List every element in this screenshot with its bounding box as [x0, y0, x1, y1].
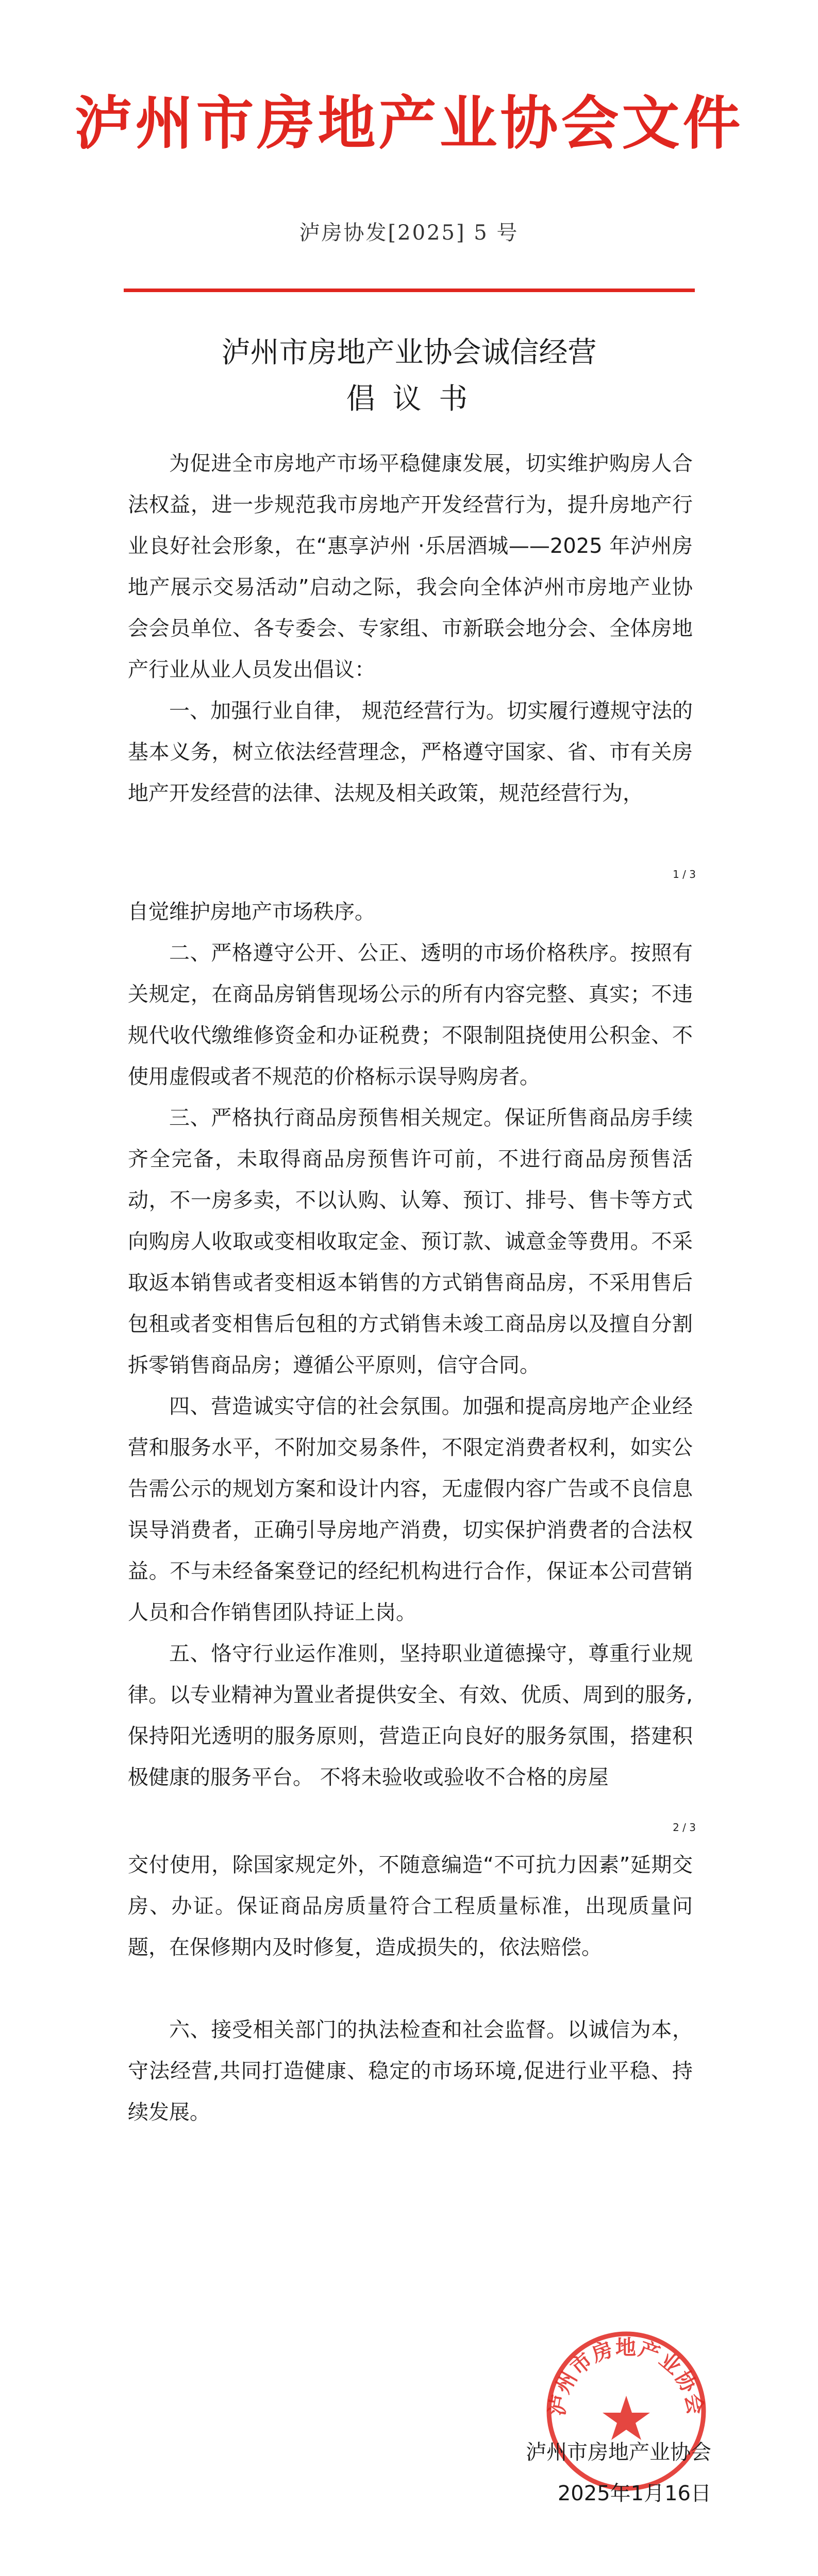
- paragraph-item-1-continued: 自觉维护房地产市场秩序。: [128, 900, 375, 924]
- proposal-title: 泸州市房地产业协会诚信经营: [221, 336, 597, 369]
- paragraph-item-1: 一、加强行业自律， 规范经营行为。切实履行遵规守法的基本义务，树立依法经营理念，严格遵守国家、省、市有关房地产开发经营的法律、法规及相关政策，规范经营行为，: [128, 699, 693, 805]
- red-divider-top: [124, 289, 695, 292]
- paragraph-item-6: 六、接受相关部门的执法检查和社会监督。以诚信为本，守法经营,共同打造健康、稳定的市场环境,促进行业平稳、持续发展。: [128, 2018, 693, 2124]
- paragraph-item-3: 三、严格执行商品房预售相关规定。保证所售商品房手续齐全完备，未取得商品房预售许可前，不进行商品房预售活动，不一房多卖，不以认购、认筹、预订、排号、售卡等方式向购房人收取或变相收取定金、预订款、诚意金等费用。不采取返本销售或者变相返本销售的方式销售商品房，不采用售后包租或者变相售后包租的方式销售未竣工商品房以及擅自分割拆零销售商品房；遵循公平原则，信守合同。: [128, 1106, 693, 1377]
- svg-text:泸州市房地产业协会: 泸州市房地产业协会: [544, 2335, 708, 2418]
- paragraph-item-5: 五、恪守行业运作准则，坚持职业道德操守，尊重行业规律。以专业精神为置业者提供安全、有效、优质、周到的服务,保持阳光透明的服务原则，营造正向良好的服务氛围，搭建积极健康的服务平台。 不将未验收或验收不合格的房屋: [128, 1642, 693, 1789]
- document-number: 泸房协发[2025] 5 号: [299, 221, 519, 245]
- document-header-title: 泸州市房地产业协会文件: [74, 90, 744, 157]
- paragraph-item-2: 二、严格遵守公开、公正、透明的市场价格秩序。按照有关规定，在商品房销售现场公示的所有内容完整、真实；不违规代收代缴维修资金和办证税费；不限制阻挠使用公积金、不使用虚假或者不规范的价格标示误导购房者。: [128, 941, 693, 1089]
- paragraph-item-4: 四、营造诚实守信的社会氛围。加强和提高房地产企业经营和服务水平，不附加交易条件，不限定消费者权利，如实公告需公示的规划方案和设计内容，无虚假内容广告或不良信息误导消费者，正确引导房地产消费，切实保护消费者的合法权益。不与未经备案登记的经纪机构进行合作，保证本公司营销人员和合作销售团队持证上岗。: [128, 1395, 693, 1624]
- paragraph-item-5-continued: 交付使用，除国家规定外，不随意编造“不可抗力因素”延期交房、办证。保证商品房质量符合工程质量标准，出现质量问题，在保修期内及时修复，造成损失的，依法赔偿。: [128, 1853, 693, 1959]
- page-number-1: 1 / 3: [673, 868, 696, 880]
- paragraph-intro: 为促进全市房地产市场平稳健康发展，切实维护购房人合法权益，进一步规范我市房地产开发经营行为，提升房地产行业良好社会形象，在“惠享泸州 ·乐居酒城——2025 年泸州房地产展示交易活动”启动之际，我会向全体泸州市房地产业协会会员单位、各专委会、专家组、市新联会地分会、全体房地产行业从业人员发出倡议：: [128, 452, 693, 682]
- page-number-2: 2 / 3: [673, 1821, 696, 1834]
- signature-organization: 泸州市房地产业协会: [526, 2441, 711, 2464]
- signature-date: 2025年1月16日: [557, 2482, 711, 2505]
- proposal-subtitle: 倡 议 书: [346, 382, 472, 416]
